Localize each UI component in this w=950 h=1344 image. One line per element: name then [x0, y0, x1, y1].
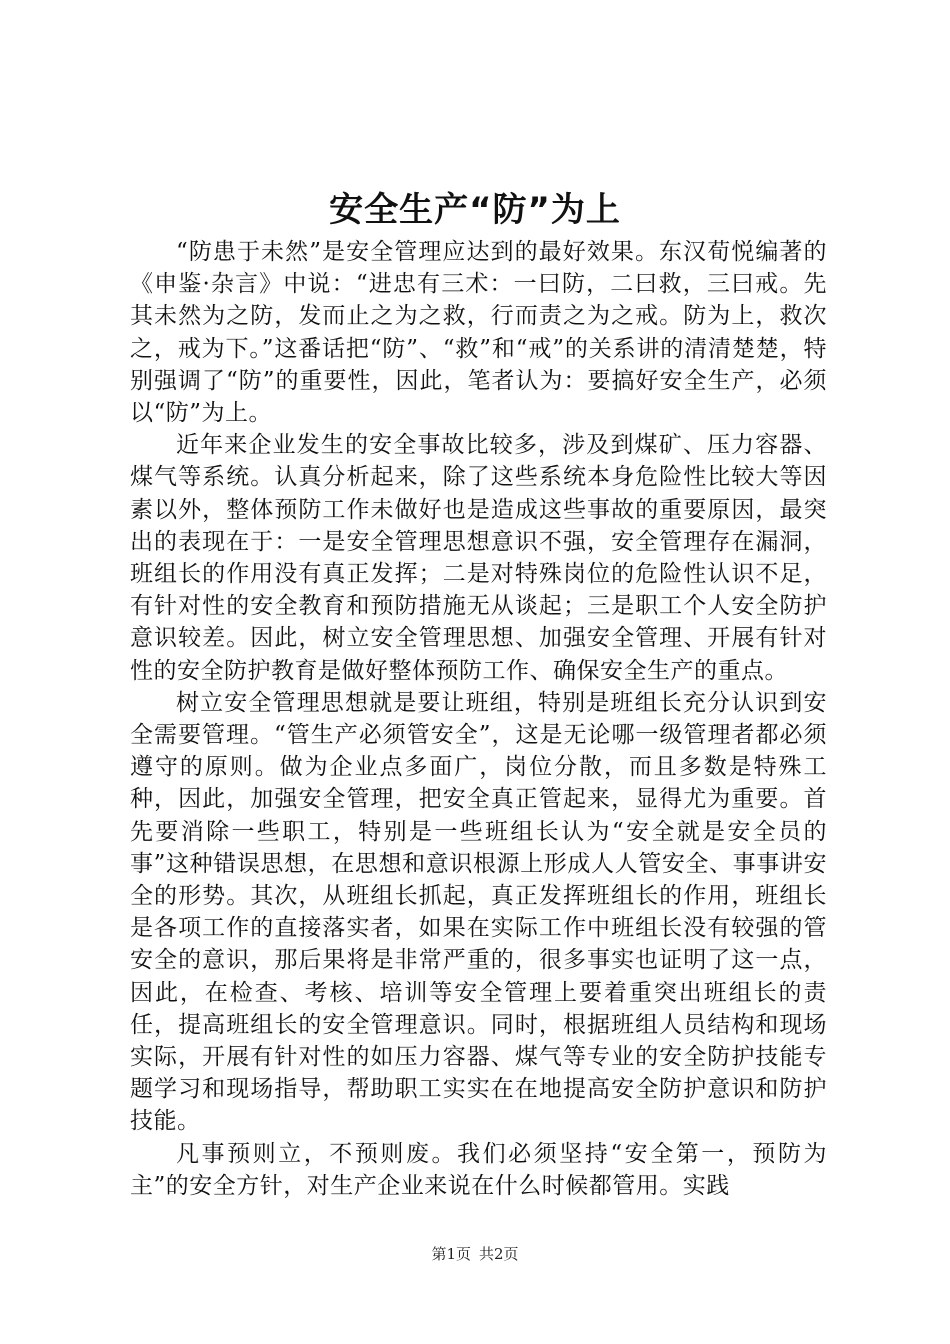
paragraph-4: 凡事预则立，不预则废。我们必须坚持“安全第一，预防为主”的安全方针，对生产企业来说在什么时候都管用。实践 — [130, 1140, 827, 1199]
paragraph-1: “防患于未然”是安全管理应达到的最好效果。东汉荀悦编著的《申鉴·杂言》中说：“进忠有三术：一曰防，二曰救，三曰戒。先其未然为之防，发而止之为之救，行而责之为之戒。防为上，救次之，戒为下。”这番话把“防”、“救”和“戒”的关系讲的清清楚楚，特别强调了“防”的重要性，因此，笔者认为：要搞好安全生产，必须以“防”为上。 — [130, 239, 827, 427]
document-title: 安全生产“防”为上 — [329, 190, 621, 230]
paragraph-2: 近年来企业发生的安全事故比较多，涉及到煤矿、压力容器、煤气等系统。认真分析起来，除了这些系统本身危险性比较大等因素以外，整体预防工作未做好也是造成这些事故的重要原因，最突出的表现在于：一是安全管理思想意识不强，安全管理存在漏洞，班组长的作用没有真正发挥；二是对特殊岗位的危险性认识不足，有针对性的安全教育和预防措施无从谈起；三是职工个人安全防护意识较差。因此，树立安全管理思想、加强安全管理、开展有针对性的安全防护教育是做好整体预防工作、确保安全生产的重点。 — [130, 432, 827, 684]
page-footer — [0, 1244, 950, 1264]
page-total: 共2页 — [479, 1245, 519, 1263]
page-number: 第1页 — [431, 1245, 471, 1263]
paragraph-3: 树立安全管理思想就是要让班组，特别是班组长充分认识到安全需要管理。“管生产必须管安全”，这是无论哪一级管理者都必须遵守的原则。做为企业点多面广，岗位分散，而且多数是特殊工种，因此，加强安全管理，把安全真正管起来，显得尤为重要。首先要消除一些职工，特别是一些班组长认为“安全就是安全员的事”这种错误思想，在思想和意识根源上形成人人管安全、事事讲安全的形势。其次，从班组长抓起，真正发挥班组长的作用，班组长是各项工作的直接落实者，如果在实际工作中班组长没有较强的管安全的意识，那后果将是非常严重的，很多事实也证明了这一点，因此，在检查、考核、培训等安全管理上要着重突出班组长的责任，提高班组长的安全管理意识。同时，根据班组人员结构和现场实际，开展有针对性的如压力容器、煤气等专业的安全防护技能专题学习和现场指导，帮助职工实实在在地提高安全防护意识和防护技能。 — [130, 689, 827, 1135]
document-body — [130, 236, 827, 1202]
